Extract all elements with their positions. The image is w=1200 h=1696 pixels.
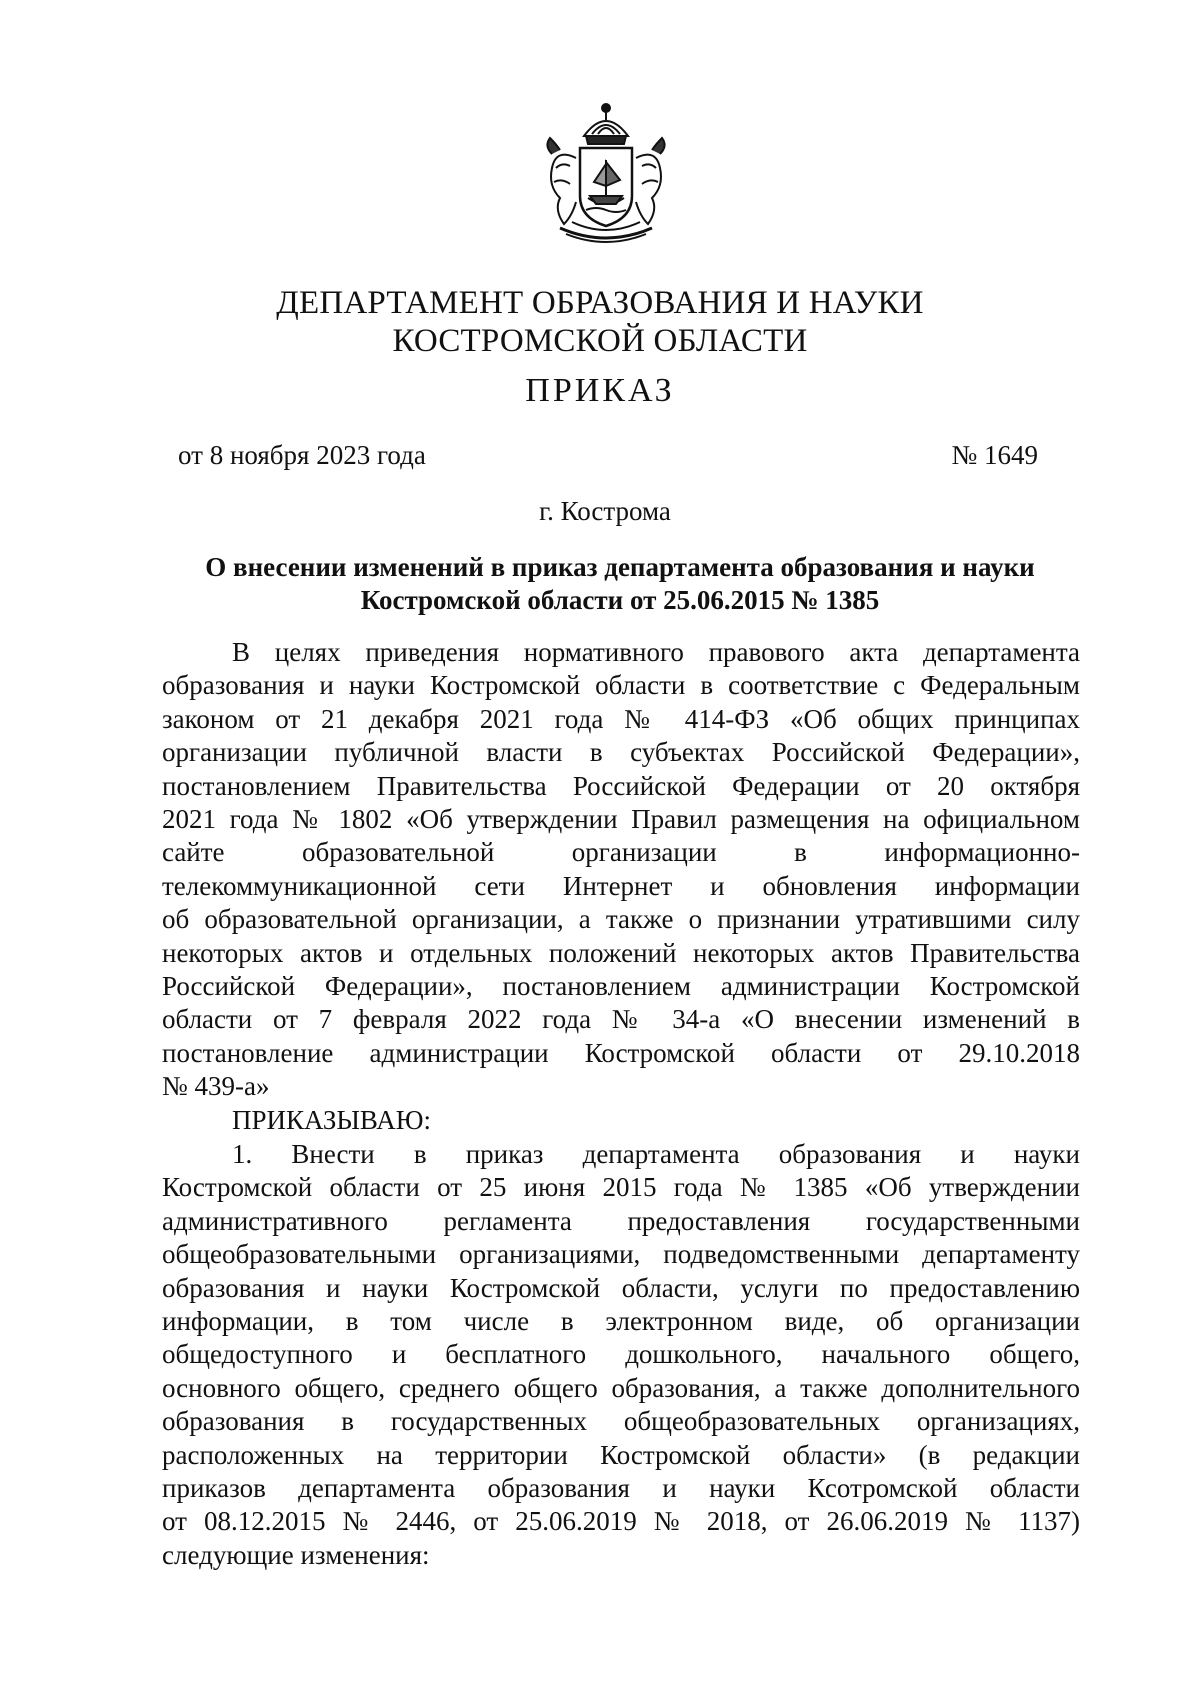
item-line: образования в государственных общеобразовательных организациях, [162,1406,1080,1437]
preamble-line: некоторых актов и отдельных положений некоторых актов Правительства [162,937,1080,968]
item-line: Костромской области от 25 июня 2015 года № 1385 «Об утверждении [162,1172,1080,1203]
preamble-paragraph [162,636,1080,1103]
coat-of-arms-emblem [526,98,686,250]
item-line: информации, в том числе в электронном виде, об организации [162,1305,1080,1336]
item-line: расположенных на территории Костромской области» (в редакции [162,1439,1080,1470]
order-directive-word: ПРИКАЗЫВАЮ: [232,1105,431,1135]
order-subject [160,551,1080,617]
item-line: следующие изменения: [162,1539,430,1570]
preamble-line: сайте образовательной организации в информационно- [162,837,1080,868]
item-line: основного общего, среднего общего образования, а также дополнительного [162,1372,1080,1403]
preamble-line: законом от 21 декабря 2021 года № 414-ФЗ «Об общих принципах [162,703,1080,734]
order-directive [162,1104,1080,1137]
order-subject-line2: Костромской области от 25.06.2015 № 1385 [360,585,880,615]
preamble-line: области от 7 февраля 2022 года № 34-а «О внесении изменений в [162,1004,1080,1035]
preamble-line: 2021 года № 1802 «Об утверждении Правил размещения на официальном [162,803,1080,834]
preamble-line: В целях приведения нормативного правового акта департамента [232,637,1080,667]
order-number: № 1649 [951,440,1038,470]
order-date: от 8 ноября 2023 года [178,440,426,470]
item-line: 1. Внести в приказ департамента образования и науки [232,1139,1080,1169]
item-line: административного регламента предоставления государственными [162,1205,1080,1236]
kostroma-coat-of-arms-icon [526,98,686,250]
department-name-line1: ДЕПАРТАМЕНТ ОБРАЗОВАНИЯ И НАУКИ [276,285,924,321]
department-name-line2: КОСТРОМСКОЙ ОБЛАСТИ [392,323,808,359]
preamble-line: телекоммуникационной сети Интернет и обновления информации [162,870,1080,901]
preamble-line: постановлением Правительства Российской Федерации от 20 октября [162,770,1080,801]
item-line: общедоступного и бесплатного дошкольного, начального общего, [162,1339,1080,1370]
item-line: от 08.12.2015 № 2446, от 25.06.2019 № 2018, от 26.06.2019 № 1137) [162,1506,1080,1537]
order-subject-line1: О внесении изменений в приказ департамента образования и науки [205,552,1035,582]
document-type-title: ПРИКАЗ [525,372,675,409]
preamble-line: об образовательной организации, а также о признании утратившими силу [162,904,1080,935]
preamble-line: постановление администрации Костромской области от 29.10.2018 [162,1037,1080,1068]
order-item-1 [162,1138,1080,1572]
item-line: приказов департамента образования и науки Ксотромской области [162,1472,1080,1503]
preamble-line: Российской Федерации», постановлением администрации Костромской [162,970,1080,1001]
preamble-line: организации публичной власти в субъектах Российской Федерации», [162,737,1080,768]
preamble-line: образования и науки Костромской области в соответствие с Федеральным [162,670,1080,701]
order-city: г. Кострома [539,496,671,526]
preamble-line: № 439-а» [162,1071,270,1102]
item-line: общеобразовательными организациями, подведомственными департаменту [162,1239,1080,1270]
item-line: образования и науки Костромской области, услуги по предоставлению [162,1272,1080,1303]
